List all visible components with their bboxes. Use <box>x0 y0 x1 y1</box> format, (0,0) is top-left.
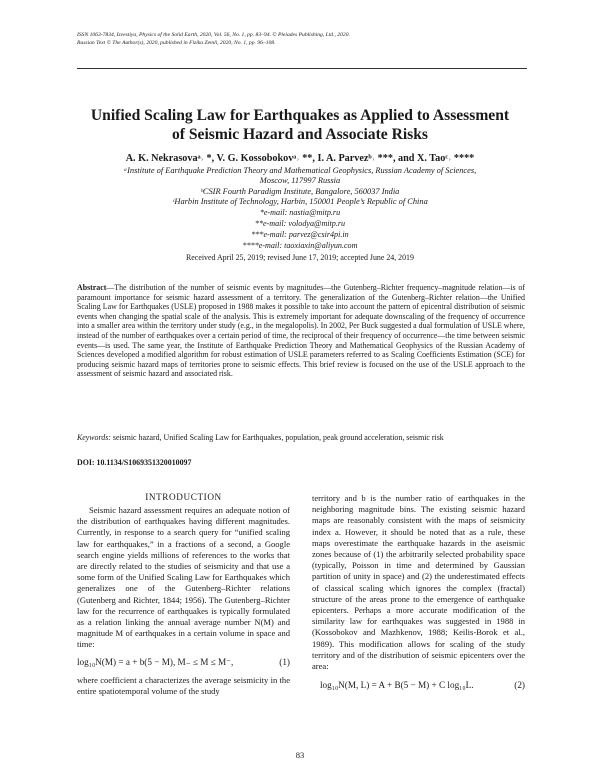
email-1: *e-mail: nastia@mitp.ru <box>259 208 341 217</box>
affiliation-a-line-2: Moscow, 117997 Russia <box>259 176 341 185</box>
equation-2: log₁₀N(M, L) = A + B(5 − M) + C log₁₀L. <box>320 680 474 691</box>
journal-header-line-1: ISSN 1063-7834, Izvestiya, Physics of the Solid Earth, 2020, Vol. 56, No. 1, pp. 83–94. © Pleiades Publishing, Ltd., 2020. <box>77 32 350 38</box>
journal-header-line-2: Russian Text © The Author(s), 2020, published in Fizika Zemli, 2020, No. 1, pp. 96–108. <box>77 40 276 46</box>
right-paragraph-1: territory and b is the number ratio of earthquakes in the neighboring magnitude bins. The existing seismic hazard maps are reasonably consistent with the maps of seismicity index a. However, it should be noted that as a rule, these maps overestimate the earthquake hazards in the aseismic zones because of (1) the arbitrarily selected probability space (typically, Poisson in time and determined by Gaussian partition of unity in space) and (2) the underestimated effects of classical scaling which ignores the complex (fractal) structure of the areas prone to the emergence of earthquake epicenters. Perhaps a more accurate modification of the similarity law for earthquakes was suggested in 1988 in (Kossobokov and Mazhkenov, 1988; Keilis-Borok et al., 1989). This modification allows for scaling of the study territory and of the distribution of seismic epicenters over the area: <box>312 493 525 672</box>
equation-2-number: (2) <box>514 680 525 691</box>
affiliation-b: ᵇCSIR Fourth Paradigm Institute, Bangalore, 560037 India <box>200 187 400 196</box>
left-column <box>77 505 290 697</box>
equation-1-row <box>77 651 290 675</box>
affiliation-a-line-1: ᵃInstitute of Earthquake Prediction Theory and Mathematical Geophysics, Russian Academy of Sciences, <box>123 166 477 175</box>
email-2: **e-mail: volodya@mitp.ru <box>254 219 346 228</box>
keywords <box>77 433 525 443</box>
doi: DOI: 10.1134/S1069351320010097 <box>77 458 192 467</box>
left-paragraph-1: Seismic hazard assessment requires an adequate notion of the distribution of earthquakes having different magnitudes. Currently, in response to a search query for “unified scaling law for earthquakes,” in a fractions of a second, a Google search engine yields millions of references to the works that are directly related to the studies of seismicity and that use a some form of the Unified Scaling Law for Earthquakes which generalizes one of the Gutenberg–Richter relations (Gutenberg and Richter, 1844; 1956). The Gutenberg–Richter law for the recurrence of earthquakes is typically formulated as a relation linking the annual average number N(M) and magnitude M of earthquakes in a certain volume in space and time: <box>77 505 290 650</box>
equation-1-number: (1) <box>279 656 290 667</box>
abstract-text: —The distribution of the number of seismic events by magnitudes—the Gutenberg–Richter frequency–magnitude relation—is of paramount importance for seismic hazard assessment of a territory. The generalization of the Gutenberg–Richter relation—the Unified Scaling Law for Earthquakes (USLE) proposed in 1988 makes it possible to take into account the pattern of epicentral distribution of seismic events when changing the spatial scale of the analysis. This is extremely important for adequate downscaling of the frequency of occurrence into a smaller area within the territory under study (e.g., in the megalopolis). In 2002, Per Buck suggested a dual formulation of USLE where, instead of the number of earthquakes over a certain period of time, the reciprocal of their frequency of occurrence—the time between seismic events—is used. The same year, the Institute of Earthquake Prediction Theory and Mathematical Geophysics of the Russian Academy of Sciences developed a modified algorithm for robust estimation of USLE parameters referred to as Scaling Coefficients Estimation (SCE) for producing seismic hazard maps of territories prone to seismic effects. This brief review is focused on the use of the USLE approach to the assessment of seismic hazard and associated risk. <box>77 283 525 379</box>
keywords-label: Keywords: <box>77 433 111 442</box>
equation-1: log₁₀N(M) = a + b(5 − M), M₋ ≤ M ≤ M⁻, <box>77 656 234 667</box>
equation-2-row <box>312 672 525 698</box>
email-3: ***e-mail: parvez@csir4pi.in <box>251 230 349 239</box>
received-dates: Received April 25, 2019; revised June 17, 2019; accepted June 24, 2019 <box>186 253 414 262</box>
affiliation-c: ᶜHarbin Institute of Technology, Harbin, 150001 People’s Republic of China <box>172 197 428 206</box>
right-column <box>312 493 525 698</box>
keywords-text: seismic hazard, Unified Scaling Law for Earthquakes, population, peak ground acceleration, seismic risk <box>110 433 444 442</box>
email-4: ****e-mail: taoxiaxin@aliyun.com <box>242 241 358 250</box>
authors: A. K. Nekrasovaᵃ˒ *, V. G. Kossobokovᵃ˒ **, I. A. Parvezᵇ˒ ***, and X. Taoᶜ˒ **** <box>125 153 475 164</box>
paper-title-line-2: of Seismic Hazard and Associate Risks <box>171 126 428 143</box>
abstract <box>77 283 525 379</box>
paper-title-line-1: Unified Scaling Law for Earthquakes as Applied to Assessment <box>90 107 510 124</box>
section-heading: INTRODUCTION <box>145 492 222 502</box>
abstract-label: Abstract <box>77 283 107 292</box>
header-rule <box>77 68 527 69</box>
page-number: 83 <box>295 750 305 760</box>
left-paragraph-2: where coefficient a characterizes the average seismicity in the entire spatiotemporal volume of the study <box>77 674 290 696</box>
